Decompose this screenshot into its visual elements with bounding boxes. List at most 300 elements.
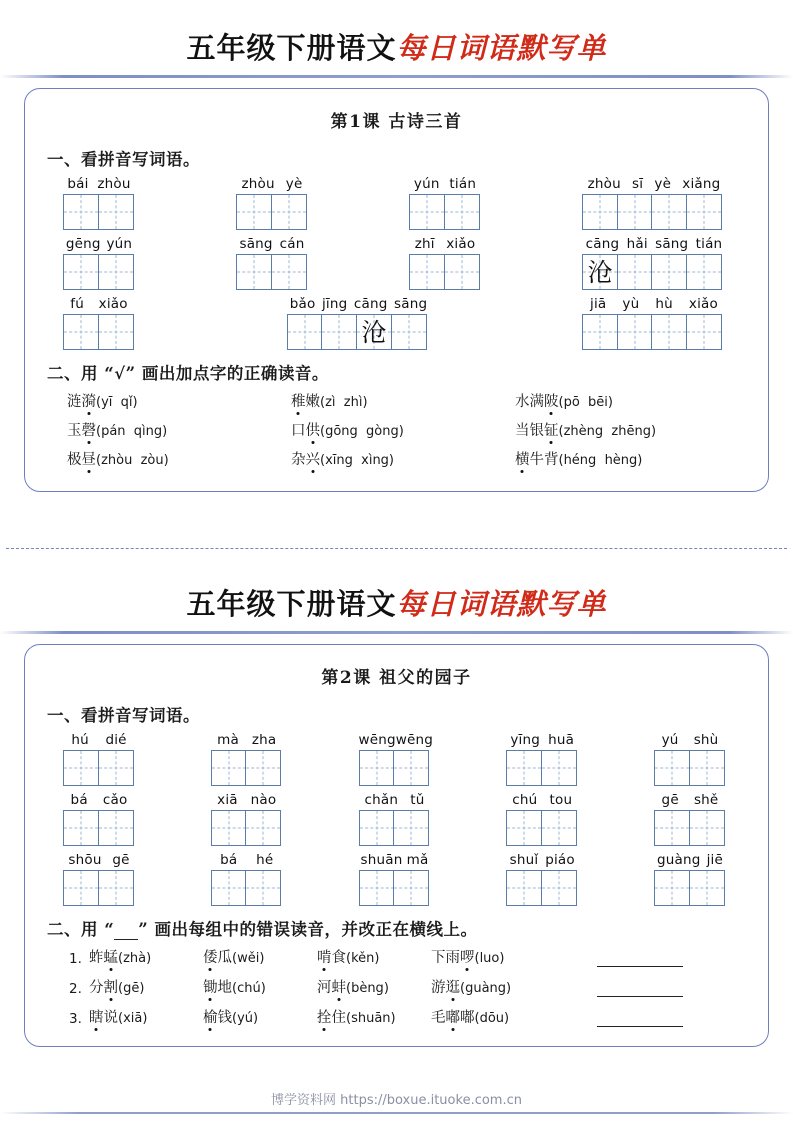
pinyin-syllable: shōu <box>68 852 102 868</box>
word-entry <box>63 176 135 230</box>
title-black-part: 五年级下册语文 <box>186 31 397 65</box>
tianzige-cell-empty[interactable] <box>506 810 542 846</box>
pinyin-syllable: mà <box>217 732 239 748</box>
tianzige-cell-empty[interactable] <box>654 810 690 846</box>
word-prefix: 当银 <box>515 423 544 439</box>
pronunciation-options[interactable]: (xīng xìng) <box>320 453 395 468</box>
tianzige-cell-empty[interactable] <box>98 810 134 846</box>
tianzige-cell-empty[interactable] <box>98 194 134 230</box>
pinyin-syllable: xiā <box>217 792 238 808</box>
word-row <box>41 852 752 906</box>
tianzige-boxes <box>211 750 283 786</box>
tianzige-cell-empty[interactable] <box>359 750 395 786</box>
dotted-character: 蚌 <box>332 976 347 997</box>
pronunciation-label: (gē) <box>118 981 145 996</box>
title-text-2 <box>186 582 606 623</box>
choice-item[interactable] <box>89 976 203 997</box>
tianzige-cell-empty[interactable] <box>393 810 429 846</box>
word-entry <box>63 792 135 846</box>
word-entry <box>63 236 135 290</box>
choice-item[interactable] <box>515 448 642 469</box>
pronunciation-label: (chú) <box>232 981 266 996</box>
pinyin-label <box>211 792 283 808</box>
pinyin-label <box>654 852 726 868</box>
tianzige-cell-empty[interactable] <box>582 194 618 230</box>
pinyin-syllable: yè <box>654 176 672 192</box>
tianzige-boxes <box>654 810 726 846</box>
pinyin-syllable: sāng <box>239 236 273 252</box>
pinyin-syllable: xiǎng <box>682 176 721 192</box>
pinyin-label <box>506 792 578 808</box>
page-1-title <box>0 0 793 73</box>
pinyin-label <box>211 732 283 748</box>
word-entry <box>287 296 431 350</box>
pinyin-syllable: tián <box>695 236 723 252</box>
dotted-character: 陂 <box>544 390 559 411</box>
dotted-character: 稚 <box>291 390 306 411</box>
pronunciation-options[interactable]: (zì zhì) <box>320 395 368 410</box>
word-prefix: 分 <box>89 980 104 996</box>
pinyin-syllable: mǎ <box>406 852 429 868</box>
word-entry <box>358 732 434 786</box>
page-divider <box>6 548 787 549</box>
word-entry <box>409 176 481 230</box>
word-prefix: 极 <box>67 452 82 468</box>
title-red-part: 每日词语默写单 <box>396 31 607 65</box>
answer-blank-line[interactable] <box>597 1013 683 1027</box>
word-entry <box>63 852 135 906</box>
tianzige-cell-empty[interactable] <box>617 254 653 290</box>
pronunciation-label: (kěn) <box>346 951 380 966</box>
word-row <box>41 732 752 786</box>
tianzige-boxes <box>506 870 578 906</box>
tianzige-cell-empty[interactable] <box>651 194 687 230</box>
word-suffix: 瓜 <box>217 950 232 966</box>
word-entry <box>211 792 283 846</box>
tianzige-boxes <box>287 314 431 350</box>
tianzige-cell-empty[interactable] <box>98 870 134 906</box>
dotted-character: 供 <box>306 419 321 440</box>
pronunciation-label: (guàng) <box>460 981 512 996</box>
tianzige-boxes <box>582 254 726 290</box>
pinyin-syllable: huā <box>548 732 575 748</box>
pinyin-syllable: cāng <box>353 296 388 312</box>
word-suffix: 住 <box>331 1010 346 1026</box>
choice-item[interactable] <box>317 946 431 967</box>
dotted-character: 磬 <box>82 419 97 440</box>
dotted-character: 漪 <box>82 390 97 411</box>
dotted-character: 昼 <box>82 448 97 469</box>
pronunciation-label: (luo) <box>474 951 505 966</box>
pinyin-syllable: shuǐ <box>509 852 539 868</box>
choice-item[interactable] <box>203 946 317 967</box>
tianzige-cell-empty[interactable] <box>359 870 395 906</box>
pinyin-syllable: zhī <box>414 236 435 252</box>
choice-item[interactable] <box>515 419 656 440</box>
tianzige-boxes <box>236 254 308 290</box>
tianzige-boxes <box>63 254 135 290</box>
dotted-character: 钲 <box>544 419 559 440</box>
tianzige-boxes <box>63 810 135 846</box>
tianzige-cell-empty[interactable] <box>651 314 687 350</box>
pronunciation-label: (wěi) <box>232 951 265 966</box>
pronunciation-options[interactable]: (zhèng zhēng) <box>558 424 657 439</box>
word-entry <box>582 236 726 290</box>
choice-item[interactable] <box>515 390 613 411</box>
pinyin-label <box>63 236 135 252</box>
choice-item[interactable] <box>431 976 559 997</box>
word-entry <box>582 176 726 230</box>
tianzige-cell-empty[interactable] <box>98 254 134 290</box>
word-row <box>41 792 752 846</box>
word-entry <box>63 296 135 350</box>
word-entry <box>506 852 578 906</box>
answer-character: 沧 <box>361 317 387 347</box>
pinyin-label <box>582 296 726 312</box>
tianzige-cell-empty[interactable] <box>541 870 577 906</box>
choice-item[interactable] <box>67 390 291 411</box>
pinyin-syllable: guàng <box>657 852 701 868</box>
pinyin-syllable: hǎi <box>626 236 648 252</box>
title-red-part-2: 每日词语默写单 <box>396 587 607 621</box>
tianzige-cell-empty[interactable] <box>63 750 99 786</box>
choice-item[interactable] <box>89 1006 203 1027</box>
word-entry <box>654 852 726 906</box>
pronunciation-options[interactable]: (yī qǐ) <box>96 395 138 410</box>
tianzige-boxes <box>582 314 726 350</box>
pinyin-label <box>506 732 578 748</box>
tianzige-cell-empty[interactable] <box>245 810 281 846</box>
pinyin-syllable: tǔ <box>410 792 425 808</box>
pronunciation-label: (yú) <box>232 1011 259 1026</box>
word-suffix: 牛背 <box>529 452 559 468</box>
dotted-character: 兴 <box>306 448 321 469</box>
pinyin-syllable: cán <box>279 236 305 252</box>
choice-row <box>41 390 752 411</box>
choice-item[interactable] <box>431 1006 559 1027</box>
pinyin-syllable: piáo <box>545 852 575 868</box>
tianzige-cell-empty[interactable] <box>271 254 307 290</box>
tianzige-cell-empty[interactable] <box>211 750 247 786</box>
word-suffix: 食 <box>331 950 346 966</box>
choice-item[interactable] <box>89 946 203 967</box>
underline-mark-icon <box>114 920 138 940</box>
row-index: 2. <box>69 981 82 997</box>
tianzige-cell-empty[interactable] <box>654 870 690 906</box>
tianzige-cell-empty[interactable] <box>409 254 445 290</box>
word-entry <box>236 236 308 290</box>
pinyin-syllable: yè <box>285 176 303 192</box>
dotted-character: 锄 <box>203 976 218 997</box>
page-2-lesson-title: 第2课 祖父的园子 <box>321 668 472 688</box>
tianzige-boxes <box>359 870 431 906</box>
tianzige-cell-empty[interactable] <box>444 254 480 290</box>
pinyin-label <box>654 792 726 808</box>
pinyin-syllable: bá <box>70 792 88 808</box>
tianzige-cell-empty[interactable] <box>541 810 577 846</box>
tianzige-cell-empty[interactable] <box>506 750 542 786</box>
section-2-head-post: ” 画出加点字的正确读音。 <box>125 364 329 383</box>
word-prefix: 蚱 <box>89 950 104 966</box>
tianzige-cell-empty[interactable] <box>689 810 725 846</box>
numbered-choice-row <box>41 1006 752 1027</box>
tianzige-cell-empty[interactable] <box>686 194 722 230</box>
page-1-choice-rows <box>41 390 752 469</box>
tianzige-cell-empty[interactable] <box>541 750 577 786</box>
dotted-character: 逛 <box>446 976 461 997</box>
tianzige-boxes <box>409 254 481 290</box>
tianzige-cell-empty[interactable] <box>321 314 357 350</box>
word-prefix: 下雨 <box>431 950 460 966</box>
word-row <box>41 176 752 230</box>
pinyin-label <box>63 792 135 808</box>
tianzige-cell-empty[interactable] <box>236 194 272 230</box>
choice-item[interactable] <box>317 1006 431 1027</box>
page-1-section-2-heading <box>47 360 752 384</box>
pinyin-syllable: xiǎo <box>446 236 476 252</box>
word-entry <box>63 732 135 786</box>
word-suffix: 说 <box>103 1010 118 1026</box>
pinyin-syllable: zhòu <box>97 176 131 192</box>
pronunciation-options[interactable]: (pō bēi) <box>558 395 613 410</box>
tianzige-boxes <box>63 870 135 906</box>
pinyin-syllable: hé <box>256 852 274 868</box>
tianzige-cell-empty[interactable] <box>211 810 247 846</box>
section-2-head-post-2: ” 画出每组中的错误读音，并改正在横线上。 <box>138 920 478 939</box>
word-entry <box>654 732 726 786</box>
tianzige-cell-empty[interactable] <box>271 194 307 230</box>
pinyin-label <box>236 176 308 192</box>
tianzige-cell-empty[interactable] <box>651 254 687 290</box>
tianzige-cell-empty[interactable] <box>63 254 99 290</box>
choice-item[interactable] <box>67 419 291 440</box>
title-text <box>186 26 606 67</box>
pinyin-syllable: shě <box>693 792 719 808</box>
word-suffix: 嘟 <box>460 1010 475 1026</box>
pronunciation-options[interactable]: (pán qìng) <box>96 424 168 439</box>
tianzige-cell-empty[interactable] <box>245 750 281 786</box>
tianzige-cell-empty[interactable] <box>409 194 445 230</box>
word-entry <box>236 176 308 230</box>
section-2-head-pre-2: 二、用 “ <box>47 920 115 939</box>
pinyin-label <box>236 236 308 252</box>
tianzige-boxes <box>359 810 431 846</box>
pinyin-syllable: wēng <box>395 732 434 748</box>
pinyin-syllable: jiē <box>706 852 723 868</box>
choice-item[interactable] <box>203 976 317 997</box>
tianzige-cell-empty[interactable] <box>287 314 323 350</box>
pronunciation-label: (bèng) <box>346 981 389 996</box>
pronunciation-label: (dōu) <box>474 1011 510 1026</box>
pronunciation-label: (zhà) <box>118 951 152 966</box>
pinyin-syllable: jiā <box>590 296 607 312</box>
pronunciation-options[interactable]: (zhòu zòu) <box>96 453 169 468</box>
pinyin-label <box>359 852 431 868</box>
word-prefix: 杂 <box>291 452 306 468</box>
pinyin-syllable: yún <box>413 176 440 192</box>
page-1-card <box>24 88 769 492</box>
pinyin-label <box>63 852 135 868</box>
pinyin-syllable: gē <box>112 852 130 868</box>
word-entry <box>211 852 283 906</box>
pinyin-label <box>63 176 135 192</box>
choice-item[interactable] <box>291 448 515 469</box>
word-suffix: 钱 <box>217 1010 232 1026</box>
pinyin-syllable: sāng <box>655 236 689 252</box>
title-black-part-2: 五年级下册语文 <box>186 587 397 621</box>
pinyin-syllable: yù <box>622 296 640 312</box>
tianzige-cell-empty[interactable] <box>689 750 725 786</box>
page-2-section-2-heading <box>47 916 752 940</box>
tianzige-cell-filled[interactable] <box>582 254 618 290</box>
choice-row <box>41 419 752 440</box>
pinyin-label <box>63 732 135 748</box>
tianzige-cell-empty[interactable] <box>654 750 690 786</box>
page-2-numbered-rows <box>41 946 752 1027</box>
pinyin-syllable: wēng <box>358 732 396 748</box>
tianzige-boxes <box>211 870 283 906</box>
tianzige-cell-empty[interactable] <box>63 314 99 350</box>
pinyin-label <box>582 236 726 252</box>
tianzige-boxes <box>506 750 578 786</box>
pinyin-syllable: shuān <box>360 852 403 868</box>
word-suffix: 地 <box>217 980 232 996</box>
word-prefix: 玉 <box>67 423 82 439</box>
dotted-character: 倭 <box>203 946 218 967</box>
word-prefix: 涟 <box>67 394 82 410</box>
pinyin-syllable: tou <box>549 792 573 808</box>
pinyin-syllable: gēng <box>65 236 101 252</box>
tianzige-cell-empty[interactable] <box>617 314 653 350</box>
row-index: 3. <box>69 1011 82 1027</box>
choice-item[interactable] <box>431 946 559 967</box>
tianzige-cell-empty[interactable] <box>506 870 542 906</box>
pinyin-syllable: xiǎo <box>98 296 128 312</box>
dotted-character: 嘟 <box>446 1006 461 1027</box>
pinyin-syllable: yún <box>106 236 133 252</box>
page-1-pinyin-grid <box>41 176 752 350</box>
pinyin-label <box>287 296 431 312</box>
tianzige-cell-empty[interactable] <box>393 750 429 786</box>
tianzige-cell-empty[interactable] <box>582 314 618 350</box>
tianzige-cell-empty[interactable] <box>63 810 99 846</box>
choice-item[interactable] <box>291 419 515 440</box>
page-2-card <box>24 644 769 1047</box>
tianzige-boxes <box>63 750 135 786</box>
tianzige-cell-empty[interactable] <box>245 870 281 906</box>
section-2-head-pre: 二、用 “ <box>47 364 115 383</box>
choice-item[interactable] <box>291 390 515 411</box>
word-entry <box>654 792 726 846</box>
tianzige-cell-empty[interactable] <box>689 870 725 906</box>
word-entry <box>359 852 431 906</box>
tianzige-cell-empty[interactable] <box>617 194 653 230</box>
word-prefix: 毛 <box>431 1010 446 1026</box>
pinyin-label <box>654 732 726 748</box>
word-entry <box>506 732 578 786</box>
answer-blank-line[interactable] <box>597 983 683 997</box>
worksheet-page-1 <box>0 0 793 556</box>
checkmark-icon: √ <box>114 364 126 383</box>
pinyin-syllable: chǎn <box>364 792 399 808</box>
word-row <box>41 236 752 290</box>
pinyin-label <box>358 732 434 748</box>
word-entry <box>582 296 726 350</box>
dotted-character: 瞎 <box>89 1006 104 1027</box>
pinyin-syllable: nào <box>250 792 277 808</box>
word-entry <box>409 236 481 290</box>
dotted-character: 横 <box>515 448 530 469</box>
choice-item[interactable] <box>203 1006 317 1027</box>
choice-row <box>41 448 752 469</box>
tianzige-cell-empty[interactable] <box>359 810 395 846</box>
page-2-pinyin-grid <box>41 732 752 906</box>
choice-item[interactable] <box>67 448 291 469</box>
footer-rule <box>0 1112 793 1114</box>
tianzige-cell-empty[interactable] <box>236 254 272 290</box>
tianzige-boxes <box>582 194 726 230</box>
pinyin-syllable: zha <box>251 732 277 748</box>
page-1-section-1-heading: 一、看拼音写词语。 <box>47 150 200 169</box>
tianzige-cell-empty[interactable] <box>444 194 480 230</box>
choice-item[interactable] <box>317 976 431 997</box>
title-underline-rule-2 <box>0 631 793 634</box>
pinyin-syllable: gē <box>661 792 679 808</box>
pinyin-syllable: bái <box>67 176 89 192</box>
worksheet-page-2 <box>0 556 793 1122</box>
tianzige-cell-empty[interactable] <box>98 314 134 350</box>
tianzige-cell-empty[interactable] <box>686 254 722 290</box>
pinyin-syllable: yīng <box>510 732 540 748</box>
pinyin-syllable: hú <box>71 732 89 748</box>
pinyin-syllable: jīng <box>321 296 348 312</box>
dotted-character: 蜢 <box>104 946 119 967</box>
pronunciation-options[interactable]: (gōng gòng) <box>320 424 404 439</box>
pinyin-syllable: xiǎo <box>688 296 718 312</box>
tianzige-cell-empty[interactable] <box>391 314 427 350</box>
tianzige-boxes <box>359 750 431 786</box>
tianzige-cell-empty[interactable] <box>686 314 722 350</box>
pinyin-label <box>359 792 431 808</box>
word-entry <box>359 792 431 846</box>
word-prefix: 河 <box>317 980 332 996</box>
page-1-lesson-title: 第1课 古诗三首 <box>330 112 463 132</box>
tianzige-cell-filled[interactable] <box>356 314 392 350</box>
pronunciation-options[interactable]: (héng hèng) <box>558 453 643 468</box>
answer-blank-line[interactable] <box>597 953 683 967</box>
tianzige-cell-empty[interactable] <box>211 870 247 906</box>
tianzige-cell-empty[interactable] <box>98 750 134 786</box>
page-2-section-1-heading: 一、看拼音写词语。 <box>47 706 200 725</box>
pinyin-syllable: zhòu <box>587 176 621 192</box>
pinyin-syllable: sī <box>632 176 644 192</box>
tianzige-cell-empty[interactable] <box>393 870 429 906</box>
pinyin-syllable: sāng <box>394 296 428 312</box>
pinyin-syllable: bǎo <box>289 296 316 312</box>
pinyin-syllable: shù <box>693 732 719 748</box>
pinyin-label <box>409 236 481 252</box>
word-suffix: 嫩 <box>305 394 320 410</box>
answer-character: 沧 <box>587 257 613 287</box>
pinyin-label <box>506 852 578 868</box>
dotted-character: 啃 <box>317 946 332 967</box>
tianzige-cell-empty[interactable] <box>63 870 99 906</box>
numbered-choice-row <box>41 946 752 967</box>
pronunciation-label: (shuān) <box>346 1011 396 1026</box>
tianzige-cell-empty[interactable] <box>63 194 99 230</box>
pinyin-syllable: hù <box>655 296 673 312</box>
dotted-character: 割 <box>104 976 119 997</box>
